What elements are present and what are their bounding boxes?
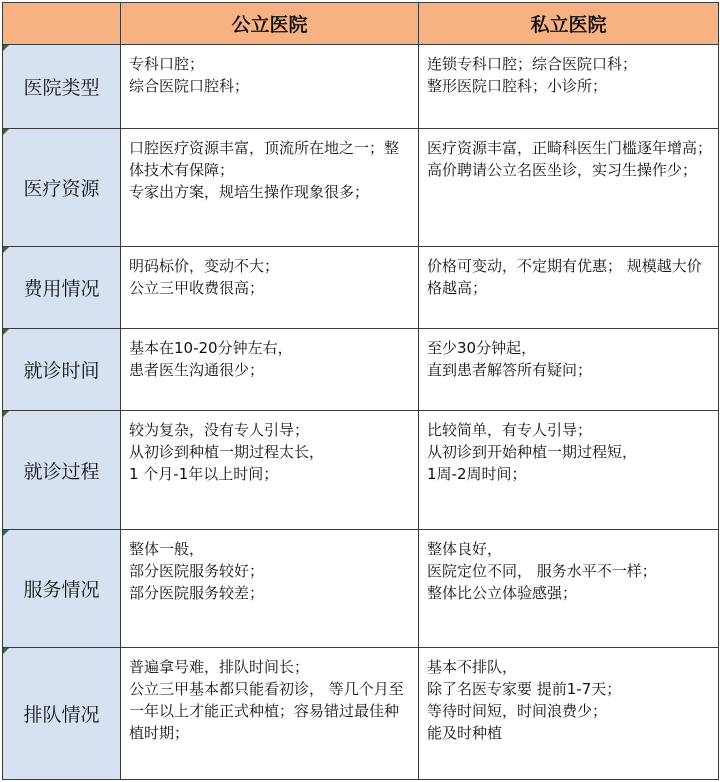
cell-line: 整体良好， <box>427 539 503 558</box>
cell-public <box>121 647 419 779</box>
row-category: 就诊过程 <box>3 411 121 529</box>
cell-public <box>121 529 419 647</box>
cell-line: 能及时种植 <box>427 723 503 742</box>
cell-line: 直到患者解答所有疑问； <box>427 361 593 380</box>
cell-private <box>419 411 719 529</box>
cell-private <box>419 329 719 411</box>
row-category: 医疗资源 <box>3 129 121 247</box>
table-row <box>3 247 719 329</box>
cell-line: 整体一般， <box>129 539 205 558</box>
table-row <box>3 329 719 411</box>
row-category: 就诊时间 <box>3 329 121 411</box>
row-category: 排队情况 <box>3 647 121 779</box>
row-category: 费用情况 <box>3 247 121 329</box>
row-category: 医院类型 <box>3 45 121 129</box>
table-row <box>3 647 719 779</box>
cell-private <box>419 529 719 647</box>
cell-line: 等待时间短，时间浪费少； <box>427 701 608 720</box>
cell-line: 公立三甲收费很高； <box>129 279 265 298</box>
cell-private <box>419 647 719 779</box>
cell-line: 普遍拿号难，排队时间长； <box>129 657 310 676</box>
cell-private <box>419 45 719 129</box>
cell-line: 口腔医疗资源丰富，顶流所在地之一；整体技术有保障； <box>129 139 400 180</box>
cell-line: 公立三甲基本都只能看初诊， 等几个月至一年以上才能正式种植；容易错过最佳种植时期； <box>129 679 404 742</box>
cell-line: 整体比公立体验感强； <box>427 583 578 602</box>
cell-public <box>121 45 419 129</box>
cell-public <box>121 411 419 529</box>
cell-line: 部分医院服务较差； <box>129 583 265 602</box>
header-corner <box>3 3 121 45</box>
cell-line: 至少30分钟起， <box>427 339 537 358</box>
header-private: 私立医院 <box>419 3 719 45</box>
table-row <box>3 45 719 129</box>
cell-line: 从初诊到种植一期过程太长， <box>129 443 325 462</box>
cell-public <box>121 329 419 411</box>
cell-line: 专科口腔； <box>129 55 205 73</box>
cell-line: 综合医院口腔科； <box>129 77 250 95</box>
cell-line: 1周-2周时间； <box>427 465 527 484</box>
cell-line: 高价聘请公立名医坐诊，实习生操作少； <box>427 161 698 180</box>
cell-line: 患者医生沟通很少； <box>129 361 265 380</box>
cell-private <box>419 247 719 329</box>
cell-line: 除了名医专家要 提前1-7天； <box>427 679 622 698</box>
cell-line: 明码标价，变动不大； <box>129 257 280 276</box>
cell-line: 基本不排队， <box>427 657 518 676</box>
header-public: 公立医院 <box>121 3 419 45</box>
cell-line: 从初诊到开始种植一期过程短， <box>427 443 638 462</box>
cell-line: 部分医院服务较好； <box>129 561 265 580</box>
comparison-table <box>2 2 719 780</box>
table-row <box>3 411 719 529</box>
table-row <box>3 129 719 247</box>
cell-line: 价格可变动，不定期有优惠； 规模越大价格越高； <box>427 257 702 298</box>
cell-line: 基本在10-20分钟左右， <box>129 339 293 358</box>
cell-line: 整形医院口腔科；小诊所； <box>427 77 608 95</box>
cell-line: 连锁专科口腔；综合医院口科； <box>427 55 638 73</box>
cell-line: 专家出方案，规培生操作现象很多； <box>129 183 370 202</box>
cell-line: 医疗资源丰富，正畸科医生门槛逐年增高； <box>427 139 713 158</box>
header-row <box>3 3 719 45</box>
cell-line: 较为复杂，没有专人引导； <box>129 421 310 440</box>
cell-line: 1 个月-1年以上时间； <box>129 465 279 484</box>
row-category: 服务情况 <box>3 529 121 647</box>
cell-private <box>419 129 719 247</box>
table-row <box>3 529 719 647</box>
cell-public <box>121 129 419 247</box>
cell-line: 医院定位不同， 服务水平不一样； <box>427 561 657 580</box>
cell-public <box>121 247 419 329</box>
cell-line: 比较简单，有专人引导； <box>427 421 593 440</box>
